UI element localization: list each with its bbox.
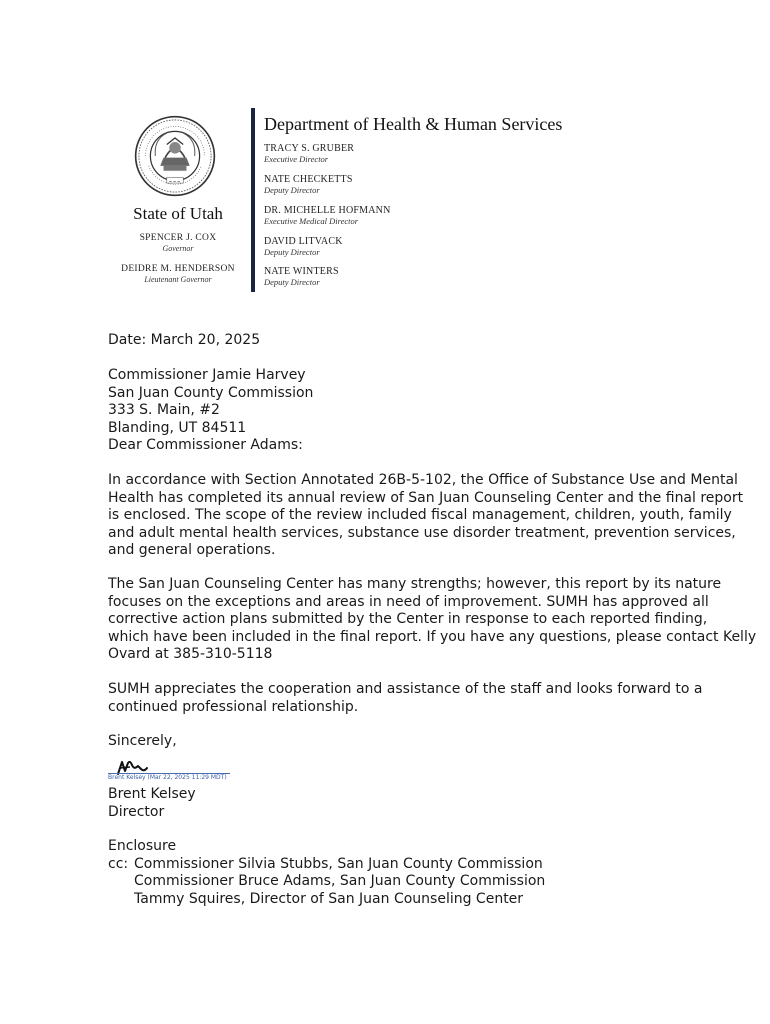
esignature-stamp: Brent Kelsey (Mar 22, 2025 11:29 MDT) [108,774,227,781]
staff-title: Deputy Director [264,185,320,195]
staff-title: Executive Medical Director [264,216,359,226]
recipient-line: Commissioner Jamie Harvey [108,367,306,383]
closing: Sincerely, [108,733,177,749]
staff-entry [264,266,339,287]
salutation: Dear Commissioner Adams: [108,437,303,453]
staff-name: DR. MICHELLE HOFMANN [264,205,391,216]
cc-entry: Commissioner Silvia Stubbs, San Juan County Commission [134,855,543,872]
state-seal-icon [134,115,216,197]
cc-label: cc: [108,855,129,872]
cc-entry: Tammy Squires, Director of San Juan Counseling Center [134,890,524,907]
staff-name: DAVID LITVACK [264,236,343,247]
letter-date: Date: March 20, 2025 [108,332,261,348]
paragraph-line: The San Juan Counseling Center has many strengths; however, this report by its nature [108,576,722,592]
recipient-line: Blanding, UT 84511 [108,419,247,436]
paragraph-line: SUMH appreciates the cooperation and assistance of the staff and looks forward to a [108,681,703,697]
paragraph-line: which have been included in the final report. If you have any questions, please contact Kelly [108,628,757,645]
body-paragraph-3 [108,681,708,716]
staff-title: Executive Director [264,154,329,164]
paragraph-line: and general operations. [108,542,276,558]
signer-title: Director [108,803,165,820]
cc-entry: Commissioner Bruce Adams, San Juan County Commission [134,873,546,889]
staff-name: TRACY S. GRUBER [264,143,355,154]
letterhead-divider [251,108,255,292]
staff-name: NATE WINTERS [264,266,339,277]
staff-entry [264,143,354,164]
paragraph-line: is enclosed. The scope of the review included fiscal management, children, youth, family [108,507,732,523]
state-name: State of Utah [133,204,223,223]
paragraph-line: and adult mental health services, substance use disorder treatment, prevention services, [108,524,736,541]
paragraph-line: continued professional relationship. [108,698,359,715]
lt-governor-name: DEIDRE M. HENDERSON [121,264,235,274]
governor-name: SPENCER J. COX [139,233,217,243]
governor-block [108,233,248,253]
staff-entry [264,236,343,257]
staff-entry [264,174,353,195]
recipient-line: 333 S. Main, #2 [108,402,220,418]
staff-name: NATE CHECKETTS [264,174,353,185]
paragraph-line: Ovard at 385-310-5118 [108,646,273,662]
body-paragraph-1 [108,472,744,560]
lt-governor-title: Lieutenant Governor [144,275,212,284]
staff-title: Deputy Director [264,277,320,287]
paragraph-line: Health has completed its annual review of San Juan Counseling Center and the final report [108,489,744,506]
paragraph-line: focuses on the exceptions and areas in need of improvement. SUMH has approved all [108,593,709,610]
enclosure-label: Enclosure [108,838,177,854]
body-paragraph-2 [108,576,757,664]
paragraph-line: In accordance with Section Annotated 26B-5-102, the Office of Substance Use and Mental [108,472,738,488]
governor-title: Governor [162,244,194,253]
department-title: Department of Health & Human Services [264,114,563,134]
recipient-line: San Juan County Commission [108,384,314,401]
lt-governor-block [108,264,248,284]
staff-entry [264,205,391,226]
paragraph-line: corrective action plans submitted by the Center in response to each reported finding, [108,611,708,627]
signer-name: Brent Kelsey [108,786,196,802]
staff-title: Deputy Director [264,247,320,257]
